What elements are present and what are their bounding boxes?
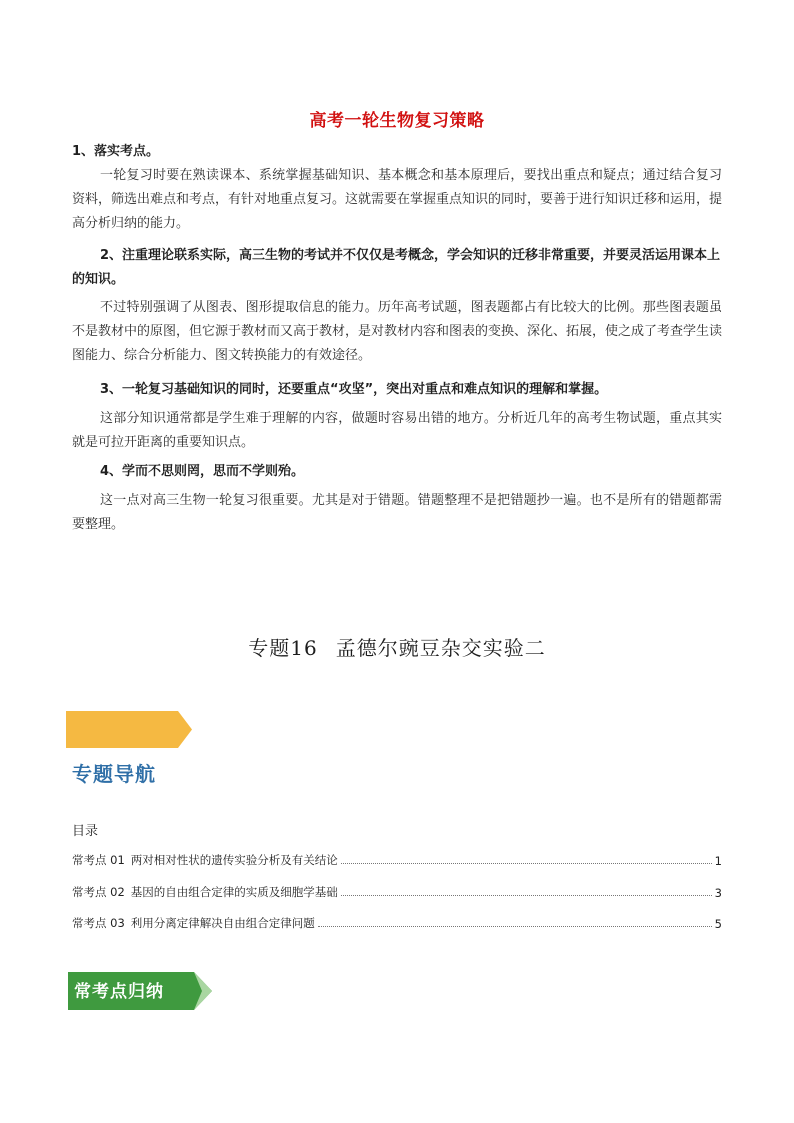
- toc-entry-title: 利用分离定律解决自由组合定律问题: [130, 916, 315, 930]
- nav-heading: 专题导航: [72, 762, 156, 786]
- section-3-body: 这部分知识通常都是学生难于理解的内容，做题时容易出错的地方。分析近几年的高考生物试题，重点其实就是可拉开距离的重要知识点。: [72, 411, 722, 450]
- toc-entry-code: 常考点 02: [72, 885, 125, 899]
- summary-label: 常考点归纳: [74, 982, 164, 1002]
- toc-entry-code: 常考点 01: [72, 853, 125, 867]
- section-4-body: 这一点对高三生物一轮复习很重要。尤其是对于错题。错题整理不是把错题抄一遍。也不是所有的错题都需要整理。: [72, 493, 722, 532]
- topic-number: 专题16: [248, 636, 318, 660]
- toc-entry-page: 5: [714, 917, 722, 931]
- section-4-heading: 4、学而不思则罔，思而不学则殆。: [100, 464, 305, 479]
- nav-tab-shape: [66, 711, 192, 748]
- topic-title: [0, 632, 794, 661]
- section-3-heading: 3、一轮复习基础知识的同时，还要重点“攻坚”，突出对重点和难点知识的理解和掌握。: [100, 382, 608, 397]
- section-1-body: 一轮复习时要在熟读课本、系统掌握基础知识、基本概念和基本原理后，要找出重点和疑点；通过结合复习资料，筛选出难点和考点，有针对地重点复习。这就需要在掌握重点知识的同时，要善于进行知识迁移和运用，提高分析归纳的能力。: [72, 168, 723, 231]
- section-2-heading: 2、注重理论联系实际，高三生物的考试并不仅仅是考概念，学会知识的迁移非常重要，并要灵活运用课本上的知识。: [72, 248, 721, 287]
- toc-entry-page: 1: [714, 854, 722, 868]
- toc-entry-page: 3: [714, 886, 722, 900]
- toc-entry-title: 两对相对性状的遗传实验分析及有关结论: [130, 853, 338, 867]
- section-1-heading: 1、落实考点。: [72, 144, 160, 159]
- section-2-body: 不过特别强调了从图表、图形提取信息的能力。历年高考试题，图表题都占有比较大的比例。那些图表题虽不是教材中的原图，但它源于教材而又高于教材，是对教材内容和图表的变换、深化、拓展，使之成了考查学生读图能力、综合分析能力、图文转换能力的有效途径。: [72, 300, 723, 363]
- topic-name: 孟德尔豌豆杂交实验二: [335, 636, 546, 660]
- toc-entry-title: 基因的自由组合定律的实质及细胞学基础: [130, 885, 338, 899]
- toc-entry[interactable]: [72, 848, 722, 868]
- toc-dot-leader: [341, 895, 712, 896]
- toc-dot-leader: [341, 863, 712, 864]
- toc-label: 目录: [72, 824, 99, 839]
- toc-entry[interactable]: [72, 880, 722, 900]
- toc-entry[interactable]: [72, 911, 722, 931]
- nav-tab-decoration: [66, 711, 192, 748]
- strategy-title: 高考一轮生物复习策略: [309, 111, 485, 131]
- toc-entry-code: 常考点 03: [72, 916, 125, 930]
- toc-dot-leader: [318, 926, 712, 927]
